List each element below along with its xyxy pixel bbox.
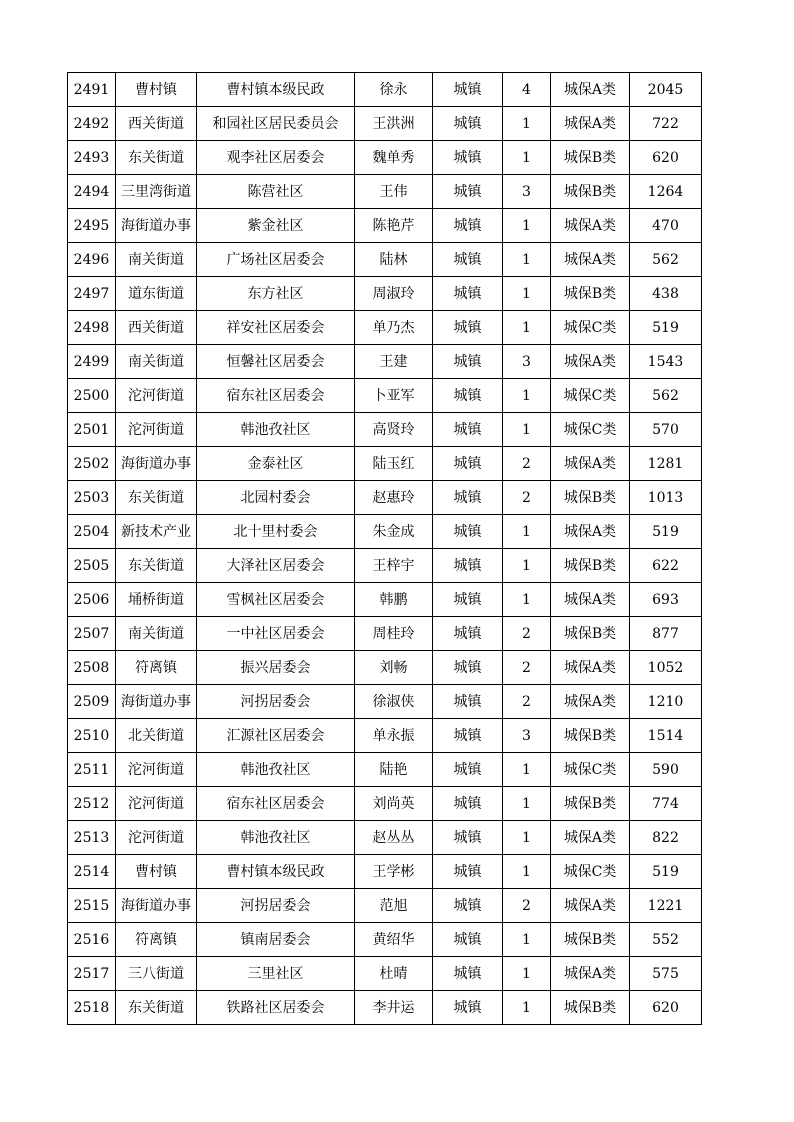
table-row xyxy=(68,719,702,753)
amount-cell: 1210 xyxy=(630,685,702,719)
person-name-cell: 陈艳芹 xyxy=(355,209,433,243)
person-name-cell: 陆玉红 xyxy=(355,447,433,481)
household-size-cell: 1 xyxy=(503,413,551,447)
amount-cell: 1543 xyxy=(630,345,702,379)
street-office-cell: 三八街道 xyxy=(116,957,197,991)
insurance-category-cell: 城保B类 xyxy=(551,991,630,1025)
household-size-cell: 3 xyxy=(503,345,551,379)
household-size-cell: 1 xyxy=(503,821,551,855)
area-type-cell: 城镇 xyxy=(433,787,503,821)
table-row xyxy=(68,685,702,719)
record-number-cell: 2516 xyxy=(68,923,116,957)
person-name-cell: 徐永 xyxy=(355,73,433,107)
table-row xyxy=(68,311,702,345)
amount-cell: 575 xyxy=(630,957,702,991)
insurance-category-cell: 城保A类 xyxy=(551,889,630,923)
area-type-cell: 城镇 xyxy=(433,855,503,889)
table-row xyxy=(68,583,702,617)
table-row xyxy=(68,855,702,889)
record-number-cell: 2499 xyxy=(68,345,116,379)
table-row xyxy=(68,617,702,651)
record-number-cell: 2513 xyxy=(68,821,116,855)
insurance-category-cell: 城保C类 xyxy=(551,311,630,345)
record-number-cell: 2492 xyxy=(68,107,116,141)
community-cell: 东方社区 xyxy=(197,277,355,311)
record-number-cell: 2496 xyxy=(68,243,116,277)
amount-cell: 562 xyxy=(630,243,702,277)
area-type-cell: 城镇 xyxy=(433,379,503,413)
person-name-cell: 赵惠玲 xyxy=(355,481,433,515)
person-name-cell: 刘畅 xyxy=(355,651,433,685)
record-number-cell: 2497 xyxy=(68,277,116,311)
household-size-cell: 1 xyxy=(503,515,551,549)
table-row xyxy=(68,209,702,243)
person-name-cell: 韩鹏 xyxy=(355,583,433,617)
area-type-cell: 城镇 xyxy=(433,923,503,957)
record-number-cell: 2505 xyxy=(68,549,116,583)
amount-cell: 552 xyxy=(630,923,702,957)
person-name-cell: 陆林 xyxy=(355,243,433,277)
insurance-category-cell: 城保A类 xyxy=(551,515,630,549)
street-office-cell: 沱河街道 xyxy=(116,753,197,787)
person-name-cell: 李井运 xyxy=(355,991,433,1025)
table-row xyxy=(68,481,702,515)
street-office-cell: 海街道办事 xyxy=(116,889,197,923)
insurance-category-cell: 城保A类 xyxy=(551,73,630,107)
record-number-cell: 2495 xyxy=(68,209,116,243)
record-number-cell: 2504 xyxy=(68,515,116,549)
household-size-cell: 3 xyxy=(503,719,551,753)
table-row xyxy=(68,345,702,379)
community-cell: 金泰社区 xyxy=(197,447,355,481)
area-type-cell: 城镇 xyxy=(433,413,503,447)
area-type-cell: 城镇 xyxy=(433,957,503,991)
household-size-cell: 3 xyxy=(503,175,551,209)
insurance-category-cell: 城保B类 xyxy=(551,175,630,209)
insurance-category-cell: 城保B类 xyxy=(551,719,630,753)
table-row xyxy=(68,175,702,209)
person-name-cell: 朱金成 xyxy=(355,515,433,549)
household-size-cell: 2 xyxy=(503,617,551,651)
area-type-cell: 城镇 xyxy=(433,617,503,651)
record-number-cell: 2503 xyxy=(68,481,116,515)
person-name-cell: 范旭 xyxy=(355,889,433,923)
household-size-cell: 2 xyxy=(503,685,551,719)
record-number-cell: 2515 xyxy=(68,889,116,923)
record-number-cell: 2507 xyxy=(68,617,116,651)
person-name-cell: 杜晴 xyxy=(355,957,433,991)
record-number-cell: 2501 xyxy=(68,413,116,447)
street-office-cell: 海街道办事 xyxy=(116,685,197,719)
street-office-cell: 东关街道 xyxy=(116,141,197,175)
area-type-cell: 城镇 xyxy=(433,243,503,277)
community-cell: 广场社区居委会 xyxy=(197,243,355,277)
amount-cell: 693 xyxy=(630,583,702,617)
amount-cell: 570 xyxy=(630,413,702,447)
community-cell: 北园村委会 xyxy=(197,481,355,515)
person-name-cell: 徐淑侠 xyxy=(355,685,433,719)
table-row xyxy=(68,141,702,175)
street-office-cell: 西关街道 xyxy=(116,107,197,141)
insurance-category-cell: 城保A类 xyxy=(551,209,630,243)
amount-cell: 877 xyxy=(630,617,702,651)
amount-cell: 1013 xyxy=(630,481,702,515)
record-number-cell: 2491 xyxy=(68,73,116,107)
insurance-category-cell: 城保A类 xyxy=(551,447,630,481)
amount-cell: 1264 xyxy=(630,175,702,209)
person-name-cell: 赵丛丛 xyxy=(355,821,433,855)
table-row xyxy=(68,447,702,481)
area-type-cell: 城镇 xyxy=(433,107,503,141)
area-type-cell: 城镇 xyxy=(433,583,503,617)
person-name-cell: 王洪洲 xyxy=(355,107,433,141)
amount-cell: 622 xyxy=(630,549,702,583)
person-name-cell: 刘尚英 xyxy=(355,787,433,821)
table-body xyxy=(68,73,702,1025)
area-type-cell: 城镇 xyxy=(433,685,503,719)
community-cell: 河拐居委会 xyxy=(197,889,355,923)
amount-cell: 519 xyxy=(630,855,702,889)
household-size-cell: 1 xyxy=(503,549,551,583)
community-cell: 祥安社区居委会 xyxy=(197,311,355,345)
household-size-cell: 1 xyxy=(503,277,551,311)
area-type-cell: 城镇 xyxy=(433,651,503,685)
insurance-category-cell: 城保A类 xyxy=(551,957,630,991)
amount-cell: 590 xyxy=(630,753,702,787)
record-number-cell: 2511 xyxy=(68,753,116,787)
street-office-cell: 沱河街道 xyxy=(116,821,197,855)
community-cell: 宿东社区居委会 xyxy=(197,379,355,413)
table-row xyxy=(68,549,702,583)
person-name-cell: 周淑玲 xyxy=(355,277,433,311)
area-type-cell: 城镇 xyxy=(433,311,503,345)
community-cell: 紫金社区 xyxy=(197,209,355,243)
amount-cell: 1221 xyxy=(630,889,702,923)
person-name-cell: 王学彬 xyxy=(355,855,433,889)
amount-cell: 620 xyxy=(630,991,702,1025)
record-number-cell: 2509 xyxy=(68,685,116,719)
person-name-cell: 黄绍华 xyxy=(355,923,433,957)
table-row xyxy=(68,107,702,141)
community-cell: 韩池孜社区 xyxy=(197,413,355,447)
record-number-cell: 2510 xyxy=(68,719,116,753)
community-cell: 雪枫社区居委会 xyxy=(197,583,355,617)
household-size-cell: 1 xyxy=(503,957,551,991)
insurance-category-cell: 城保B类 xyxy=(551,277,630,311)
street-office-cell: 南关街道 xyxy=(116,345,197,379)
record-number-cell: 2518 xyxy=(68,991,116,1025)
area-type-cell: 城镇 xyxy=(433,481,503,515)
area-type-cell: 城镇 xyxy=(433,821,503,855)
table-row xyxy=(68,277,702,311)
household-size-cell: 1 xyxy=(503,311,551,345)
street-office-cell: 西关街道 xyxy=(116,311,197,345)
amount-cell: 1052 xyxy=(630,651,702,685)
community-cell: 一中社区居委会 xyxy=(197,617,355,651)
person-name-cell: 周桂玲 xyxy=(355,617,433,651)
area-type-cell: 城镇 xyxy=(433,141,503,175)
community-cell: 曹村镇本级民政 xyxy=(197,73,355,107)
community-cell: 曹村镇本级民政 xyxy=(197,855,355,889)
amount-cell: 620 xyxy=(630,141,702,175)
area-type-cell: 城镇 xyxy=(433,515,503,549)
street-office-cell: 符离镇 xyxy=(116,651,197,685)
person-name-cell: 单永振 xyxy=(355,719,433,753)
area-type-cell: 城镇 xyxy=(433,889,503,923)
amount-cell: 470 xyxy=(630,209,702,243)
community-cell: 恒馨社区居委会 xyxy=(197,345,355,379)
insurance-category-cell: 城保B类 xyxy=(551,549,630,583)
table-row xyxy=(68,787,702,821)
insurance-category-cell: 城保B类 xyxy=(551,787,630,821)
table-row xyxy=(68,651,702,685)
insurance-category-cell: 城保C类 xyxy=(551,379,630,413)
community-cell: 河拐居委会 xyxy=(197,685,355,719)
amount-cell: 562 xyxy=(630,379,702,413)
street-office-cell: 南关街道 xyxy=(116,617,197,651)
table-row xyxy=(68,73,702,107)
household-size-cell: 1 xyxy=(503,141,551,175)
community-cell: 大泽社区居委会 xyxy=(197,549,355,583)
amount-cell: 438 xyxy=(630,277,702,311)
record-number-cell: 2498 xyxy=(68,311,116,345)
record-number-cell: 2506 xyxy=(68,583,116,617)
person-name-cell: 王梓宇 xyxy=(355,549,433,583)
record-number-cell: 2512 xyxy=(68,787,116,821)
insurance-category-cell: 城保C类 xyxy=(551,413,630,447)
household-size-cell: 2 xyxy=(503,447,551,481)
household-size-cell: 1 xyxy=(503,923,551,957)
insurance-category-cell: 城保A类 xyxy=(551,651,630,685)
area-type-cell: 城镇 xyxy=(433,209,503,243)
area-type-cell: 城镇 xyxy=(433,549,503,583)
record-number-cell: 2514 xyxy=(68,855,116,889)
area-type-cell: 城镇 xyxy=(433,175,503,209)
person-name-cell: 王伟 xyxy=(355,175,433,209)
insurance-category-cell: 城保A类 xyxy=(551,685,630,719)
area-type-cell: 城镇 xyxy=(433,277,503,311)
community-cell: 宿东社区居委会 xyxy=(197,787,355,821)
amount-cell: 722 xyxy=(630,107,702,141)
person-name-cell: 卜亚军 xyxy=(355,379,433,413)
street-office-cell: 符离镇 xyxy=(116,923,197,957)
amount-cell: 519 xyxy=(630,311,702,345)
community-cell: 振兴居委会 xyxy=(197,651,355,685)
household-size-cell: 2 xyxy=(503,651,551,685)
street-office-cell: 曹村镇 xyxy=(116,73,197,107)
insurance-category-cell: 城保A类 xyxy=(551,243,630,277)
street-office-cell: 东关街道 xyxy=(116,991,197,1025)
area-type-cell: 城镇 xyxy=(433,991,503,1025)
table-row xyxy=(68,413,702,447)
community-cell: 陈营社区 xyxy=(197,175,355,209)
area-type-cell: 城镇 xyxy=(433,753,503,787)
household-size-cell: 1 xyxy=(503,787,551,821)
street-office-cell: 海街道办事 xyxy=(116,209,197,243)
street-office-cell: 东关街道 xyxy=(116,481,197,515)
household-size-cell: 1 xyxy=(503,379,551,413)
street-office-cell: 埇桥街道 xyxy=(116,583,197,617)
person-name-cell: 魏单秀 xyxy=(355,141,433,175)
street-office-cell: 东关街道 xyxy=(116,549,197,583)
records-table xyxy=(67,72,702,1025)
community-cell: 和园社区居民委员会 xyxy=(197,107,355,141)
table-row xyxy=(68,379,702,413)
table-row xyxy=(68,243,702,277)
table-row xyxy=(68,515,702,549)
insurance-category-cell: 城保B类 xyxy=(551,923,630,957)
community-cell: 镇南居委会 xyxy=(197,923,355,957)
street-office-cell: 道东街道 xyxy=(116,277,197,311)
amount-cell: 2045 xyxy=(630,73,702,107)
record-number-cell: 2493 xyxy=(68,141,116,175)
street-office-cell: 新技术产业 xyxy=(116,515,197,549)
household-size-cell: 1 xyxy=(503,855,551,889)
person-name-cell: 高贤玲 xyxy=(355,413,433,447)
amount-cell: 822 xyxy=(630,821,702,855)
table-row xyxy=(68,821,702,855)
insurance-category-cell: 城保A类 xyxy=(551,821,630,855)
street-office-cell: 沱河街道 xyxy=(116,787,197,821)
household-size-cell: 1 xyxy=(503,243,551,277)
table-row xyxy=(68,753,702,787)
street-office-cell: 沱河街道 xyxy=(116,413,197,447)
insurance-category-cell: 城保A类 xyxy=(551,583,630,617)
record-number-cell: 2508 xyxy=(68,651,116,685)
record-number-cell: 2494 xyxy=(68,175,116,209)
record-number-cell: 2502 xyxy=(68,447,116,481)
table-row xyxy=(68,923,702,957)
street-office-cell: 北关街道 xyxy=(116,719,197,753)
household-size-cell: 1 xyxy=(503,209,551,243)
table-row xyxy=(68,991,702,1025)
amount-cell: 1514 xyxy=(630,719,702,753)
insurance-category-cell: 城保C类 xyxy=(551,855,630,889)
record-number-cell: 2517 xyxy=(68,957,116,991)
community-cell: 韩池孜社区 xyxy=(197,753,355,787)
area-type-cell: 城镇 xyxy=(433,73,503,107)
record-number-cell: 2500 xyxy=(68,379,116,413)
household-size-cell: 4 xyxy=(503,73,551,107)
person-name-cell: 陆艳 xyxy=(355,753,433,787)
insurance-category-cell: 城保B类 xyxy=(551,617,630,651)
person-name-cell: 王建 xyxy=(355,345,433,379)
amount-cell: 519 xyxy=(630,515,702,549)
community-cell: 铁路社区居委会 xyxy=(197,991,355,1025)
area-type-cell: 城镇 xyxy=(433,719,503,753)
insurance-category-cell: 城保A类 xyxy=(551,345,630,379)
community-cell: 韩池孜社区 xyxy=(197,821,355,855)
amount-cell: 1281 xyxy=(630,447,702,481)
community-cell: 北十里村委会 xyxy=(197,515,355,549)
table-row xyxy=(68,889,702,923)
household-size-cell: 1 xyxy=(503,107,551,141)
community-cell: 三里社区 xyxy=(197,957,355,991)
street-office-cell: 沱河街道 xyxy=(116,379,197,413)
insurance-category-cell: 城保C类 xyxy=(551,753,630,787)
household-size-cell: 2 xyxy=(503,481,551,515)
street-office-cell: 海街道办事 xyxy=(116,447,197,481)
community-cell: 观李社区居委会 xyxy=(197,141,355,175)
insurance-category-cell: 城保B类 xyxy=(551,481,630,515)
area-type-cell: 城镇 xyxy=(433,345,503,379)
household-size-cell: 2 xyxy=(503,889,551,923)
insurance-category-cell: 城保A类 xyxy=(551,107,630,141)
area-type-cell: 城镇 xyxy=(433,447,503,481)
street-office-cell: 曹村镇 xyxy=(116,855,197,889)
household-size-cell: 1 xyxy=(503,753,551,787)
amount-cell: 774 xyxy=(630,787,702,821)
household-size-cell: 1 xyxy=(503,991,551,1025)
table-row xyxy=(68,957,702,991)
insurance-category-cell: 城保B类 xyxy=(551,141,630,175)
household-size-cell: 1 xyxy=(503,583,551,617)
community-cell: 汇源社区居委会 xyxy=(197,719,355,753)
person-name-cell: 单乃杰 xyxy=(355,311,433,345)
street-office-cell: 三里湾街道 xyxy=(116,175,197,209)
street-office-cell: 南关街道 xyxy=(116,243,197,277)
